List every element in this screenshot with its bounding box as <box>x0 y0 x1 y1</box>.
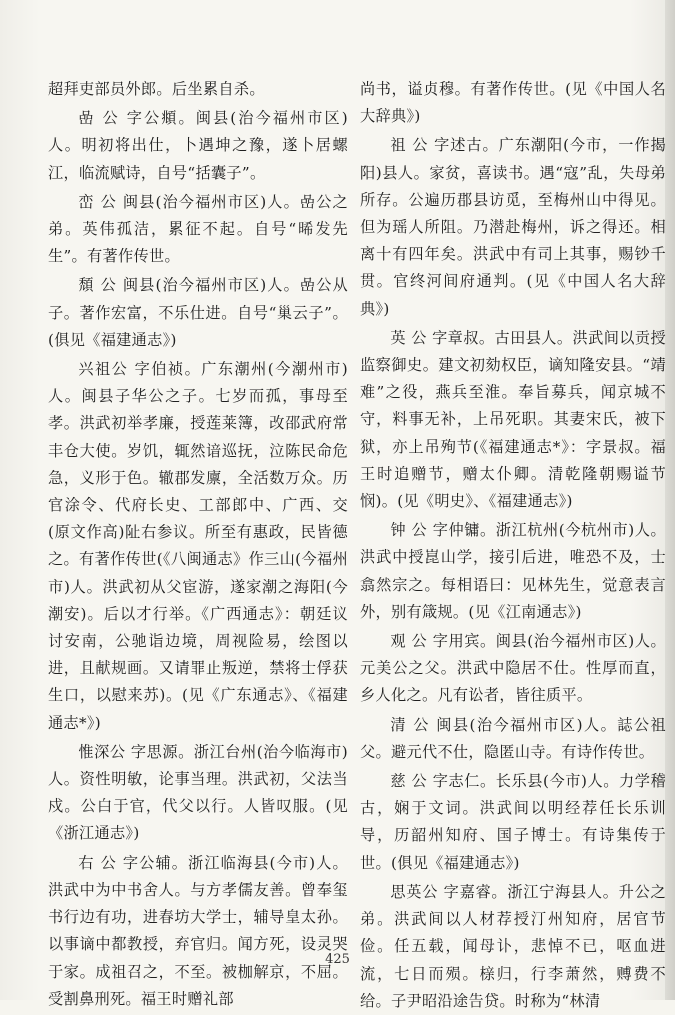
entry-paragraph: 思英公 字嘉睿。浙江宁海县人。升公之弟。洪武间以人材荐授汀州知府，居官节俭。任五载，闻母讣，悲悼不已，呕血进流，七日而殒。榇归，行李萧然，赙费不给。子尹昭沿途告贷。时称为“林清 <box>360 882 666 1010</box>
page-spine-shadow <box>665 0 675 1000</box>
entry-paragraph: 超拜吏部员外郎。后坐累自杀。 <box>48 80 265 98</box>
entry-paragraph: 尚书，谥贞穆。有著作传世。(见《中国人名大辞典》) <box>360 80 666 126</box>
entry-paragraph: 兴祖公 字伯祯。广东潮州(今潮州市)人。闽县子华公之子。七岁而孤，事母至孝。洪武初举孝廉，授莲莱簿，改邵武府常丰仓大使。岁饥，辄然谙巡抚，泣陈民命危急，义形于色。辙郡发廪，全活数万众。历官涂令、代府长史、工部郎中、广西、交(原文作高)阯右参议。所至有惠政，民皆德之。有著作传世(《八闽通志》作三山(今福州市)人。洪武初从父宦游，遂家潮之海阳(今潮安)。后以才行举。《广西通志》：朝廷议讨安南，公驰诣边境，周视险易，绘图以进，且献规画。又请罪止叛逆，禁将士俘获生口，以慰来苏)。(见《广东通志》、《福建通志*》) <box>48 360 348 732</box>
entry-paragraph: 英 公 字章叔。古田县人。洪武间以贡授监察御史。建文初劾权臣，谪知隆安县。“靖难”之役，燕兵至淮。奉旨募兵，闻京城不守，料事无补，上吊死职。其妻宋氏，被下狱，亦上吊殉节(《福建通志*》：字景叔。福王时追赠节，赠太仆卿。清乾隆朝赐谥节悯)。(见《明史》、《福建通志》) <box>360 328 666 511</box>
entry-paragraph: 祖 公 字述古。广东潮阳(今市，一作揭阳)县人。家贫，喜读书。遇“寇”乱，失母弟所存。公遍历郡县访觅，至梅州山中得见。但为瑶人所阻。乃潜赴梅州，诉之得还。相离十有四年矣。洪武中有司上其事，赐钞千贯。官终河间府通判。(见《中国人名大辞典》) <box>360 136 666 318</box>
entry-paragraph: 嵒 公 字公頫。闽县(治今福州市区)人。明初将出仕，卜遇坤之豫，遂卜居螺江，临流赋诗，自号“括囊子”。 <box>48 109 348 182</box>
entry-paragraph: 頹 公 闽县(治今福州市区)人。嵒公从子。著作宏富，不乐仕进。自号“巢云子”。(俱见《福建通志》) <box>48 276 348 349</box>
left-column <box>48 76 348 1013</box>
entry-paragraph: 右 公 字公辅。浙江临海县(今市)人。洪武中为中书舍人。与方孝儒友善。曾奉玺书行边有功，进春坊大学士，辅导皇太孙。以事谪中都教授，弃官归。闻方死，设灵哭于家。成祖召之，不至。被枷解京，不屈。受割鼻刑死。福王时赠礼部 <box>48 853 348 1008</box>
entry-paragraph: 观 公 字用宾。闽县(治今福州市区)人。元美公之父。洪武中隐居不仕。性厚而直，乡人化之。凡有讼者，皆往质平。 <box>360 632 666 705</box>
entry-paragraph: 清 公 闽县(治今福州市区)人。誌公祖父。避元代不仕，隐匿山寺。有诗作传世。 <box>360 715 666 761</box>
right-column <box>360 76 666 1015</box>
entry-paragraph: 惟深公 字思源。浙江台州(治今临海市)人。资性明敏，论事当理。洪武初，父法当戍。公白于官，代父以行。人皆叹服。(见《浙江通志》) <box>48 742 348 843</box>
page-number: 425 <box>325 952 350 967</box>
entry-paragraph: 钟 公 字仲镛。浙江杭州(今杭州市)人。洪武中授崑山学，接引后进，唯恐不及，士翕然宗之。每相语曰：见林先生，觉意表言外，别有箴规。(见《江南通志》) <box>360 521 666 621</box>
entry-paragraph: 峦 公 闽县(治今福州市区)人。嵒公之弟。英伟孤洁，累征不起。自号“晞发先生”。有著作传世。 <box>48 192 348 266</box>
entry-paragraph: 慈 公 字志仁。长乐县(今市)人。力学稽古，娴于文词。洪武间以明经荐任长乐训导，历韶州知府、国子博士。有诗集传于世。(俱见《福建通志》) <box>360 772 666 872</box>
